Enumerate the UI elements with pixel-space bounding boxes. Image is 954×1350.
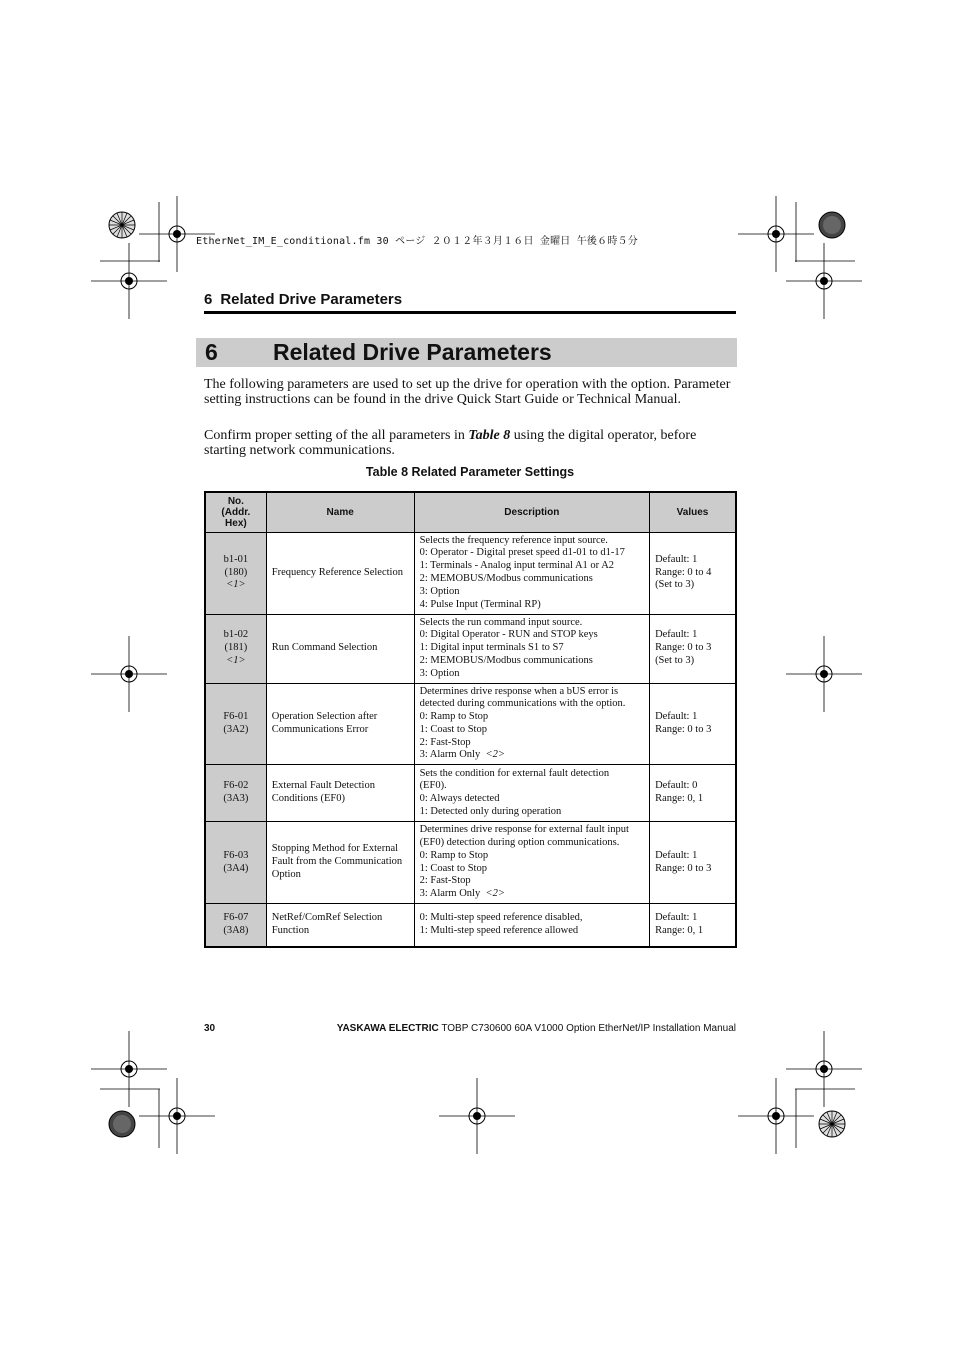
parameter-name: Fault from the Communication [271, 856, 403, 868]
intro-paragraph: The following parameters are used to set up the drive for operation with the option. Parameter setting instructions can be found in the drive Quick Start Guide or Technical Manual. [204, 377, 731, 407]
footer-brand: YASKAWA ELECTRIC [336, 1023, 439, 1034]
value-line: Range: 0 to 3 [655, 862, 712, 874]
description-line: Selects the frequency reference input source. [419, 534, 608, 546]
parameter-address: (3A4) [223, 862, 249, 874]
running-header-title: Related Drive Parameters [220, 291, 403, 308]
column-header-values: Values [650, 492, 736, 532]
running-header-number: 6 [204, 291, 213, 308]
column-header-description: Description [414, 492, 650, 532]
dark-target-icon [819, 212, 845, 238]
description-line: Selects the run command input source. [419, 616, 583, 628]
parameter-values-cell [650, 822, 736, 904]
parameter-name: Frequency Reference Selection [271, 566, 403, 578]
parameter-address: (3A3) [223, 793, 249, 805]
table-row [205, 822, 736, 904]
description-line: 0: Ramp to Stop [419, 849, 489, 861]
value-line: (Set to 3) [655, 579, 695, 591]
parameter-number: b1-02 [223, 629, 249, 641]
parameter-name: Function [271, 924, 310, 936]
footer-doc: TOBP C730600 60A V1000 Option EtherNet/IP Installation Manual [438, 1023, 736, 1034]
description-line: 0: Digital Operator - RUN and STOP keys [419, 629, 598, 641]
table-row [205, 683, 736, 765]
page-number: 30 [204, 1023, 216, 1034]
parameter-name-cell [266, 683, 414, 765]
description-line: Determines drive response when a bUS error is [419, 685, 619, 697]
registration-mark-icon [786, 1031, 862, 1107]
column-header-no: No. (Addr. Hex) [205, 492, 266, 532]
description-line: 1: Digital input terminals S1 to S7 [419, 642, 564, 654]
parameter-description-cell [414, 822, 650, 904]
value-line: Default: 0 [655, 780, 698, 792]
parameter-description-cell [414, 765, 650, 822]
description-line: 2: Fast-Stop [419, 736, 471, 748]
parameter-number-cell [205, 765, 266, 822]
description-line: 1: Detected only during operation [419, 806, 562, 818]
parameter-values-cell [650, 532, 736, 614]
value-line: (Set to 3) [655, 654, 695, 666]
description-line: detected during communications with the option. [419, 698, 626, 710]
description-line: 1: Terminals - Analog input terminal A1 or A2 [419, 560, 615, 572]
table-reference-link[interactable]: Table 8 [468, 428, 511, 443]
description-line: 1: Multi-step speed reference allowed [419, 924, 579, 936]
value-line: Range: 0 to 4 [655, 566, 712, 578]
description-line: 4: Pulse Input (Terminal RP) [419, 598, 541, 610]
value-line: Default: 1 [655, 849, 698, 861]
parameter-description-cell [414, 614, 650, 683]
footnote-ref: <1> [226, 579, 246, 591]
parameter-name-cell [266, 614, 414, 683]
description-line: 3: Alarm Only <2> [419, 888, 505, 900]
table-row [205, 904, 736, 947]
parameter-name-cell [266, 904, 414, 947]
parameter-name: Option [271, 869, 301, 881]
table-row [205, 532, 736, 614]
confirm-text-end: using the digital operator, before starting network communications. [204, 428, 697, 458]
parameter-name-cell [266, 532, 414, 614]
description-line: 0: Always detected [419, 793, 500, 805]
description-line: 1: Coast to Stop [419, 723, 487, 735]
parameter-name: Operation Selection after [271, 711, 378, 723]
parameter-number-cell [205, 614, 266, 683]
parameter-number: F6-03 [223, 849, 249, 861]
description-line: 0: Operator - Digital preset speed d1-01 to d1-17 [419, 547, 625, 559]
value-line: Range: 0, 1 [655, 793, 704, 805]
confirm-paragraph [204, 429, 736, 458]
table-row [205, 614, 736, 683]
parameter-address: (3A8) [223, 924, 249, 936]
description-line: 1: Coast to Stop [419, 862, 487, 874]
parameter-name: Conditions (EF0) [271, 793, 345, 805]
description-line: Determines drive response for external fault input [419, 824, 629, 836]
page-footer [204, 1023, 736, 1037]
description-line: 2: MEMOBUS/Modbus communications [419, 573, 593, 584]
parameter-address: (3A2) [223, 723, 249, 735]
parameter-number: F6-07 [223, 912, 249, 924]
confirm-text: Confirm proper setting of the all parameters in [204, 428, 469, 443]
registration-mark-icon [786, 243, 862, 319]
section-title-bar [196, 338, 737, 367]
parameter-name: NetRef/ComRef Selection [271, 912, 383, 924]
value-line: Range: 0, 1 [655, 924, 704, 936]
value-line: Default: 1 [655, 553, 698, 565]
parameter-number: b1-01 [223, 553, 249, 565]
section-number: 6 [205, 339, 218, 365]
parameter-number-cell [205, 532, 266, 614]
description-line: 3: Option [419, 585, 460, 597]
parameter-description-cell [414, 683, 650, 765]
registration-mark-icon [786, 636, 862, 712]
parameter-address: (181) [224, 642, 248, 654]
parameter-values-cell [650, 614, 736, 683]
table-row [205, 765, 736, 822]
description-line: 0: Multi-step speed reference disabled, [419, 912, 583, 924]
footnote-ref: <1> [226, 654, 246, 666]
footnote-ref: <2> [485, 749, 505, 761]
section-title: Related Drive Parameters [273, 339, 552, 365]
value-line: Default: 1 [655, 629, 698, 641]
parameter-number-cell [205, 904, 266, 947]
parameter-name: External Fault Detection [271, 780, 375, 792]
description-line: (EF0) detection during option communications. [419, 837, 620, 849]
registration-mark-icon [91, 1031, 167, 1107]
star-target-icon [109, 212, 135, 238]
description-line: 0: Ramp to Stop [419, 711, 489, 723]
value-line: Range: 0 to 3 [655, 642, 712, 654]
parameter-values-cell [650, 765, 736, 822]
table-header-row [205, 492, 736, 532]
description-line: (EF0). [419, 780, 447, 792]
parameter-values-cell [650, 683, 736, 765]
footnote-ref: <2> [485, 888, 505, 900]
value-line: Default: 1 [655, 912, 698, 924]
dark-target-icon [109, 1111, 135, 1137]
parameter-number: F6-02 [223, 780, 249, 792]
parameter-values-cell [650, 904, 736, 947]
table-caption: Table 8 Related Parameter Settings [365, 465, 575, 479]
parameter-number-cell [205, 822, 266, 904]
parameter-table [204, 491, 737, 948]
parameter-name: Stopping Method for External [271, 843, 399, 855]
column-header-name: Name [266, 492, 414, 532]
description-line: 3: Alarm Only <2> [419, 749, 505, 761]
description-line: 2: Fast-Stop [419, 875, 471, 887]
parameter-number-cell [205, 683, 266, 765]
parameter-description-cell [414, 532, 650, 614]
parameter-name-cell [266, 822, 414, 904]
registration-mark-icon [91, 636, 167, 712]
footer-document-title [337, 1023, 736, 1034]
parameter-description-cell [414, 904, 650, 947]
star-target-icon [819, 1111, 845, 1137]
description-line: Sets the condition for external fault detection [419, 767, 610, 779]
registration-mark-icon [91, 243, 167, 319]
parameter-address: (180) [224, 566, 248, 578]
parameter-name: Communications Error [271, 723, 369, 735]
value-line: Range: 0 to 3 [655, 723, 712, 735]
running-header [204, 291, 736, 314]
description-line: 3: Option [419, 667, 460, 679]
value-line: Default: 1 [655, 711, 698, 723]
parameter-number: F6-01 [223, 711, 249, 723]
parameter-name: Run Command Selection [271, 642, 378, 654]
printer-slug-line: EtherNet_IM_E_conditional.fm 30 ページ ２０１２年３月１６日 金曜日 午後６時５分 [196, 236, 638, 247]
description-line: 2: MEMOBUS/Modbus communications [419, 654, 593, 666]
parameter-name-cell [266, 765, 414, 822]
registration-mark-icon [439, 1078, 515, 1154]
